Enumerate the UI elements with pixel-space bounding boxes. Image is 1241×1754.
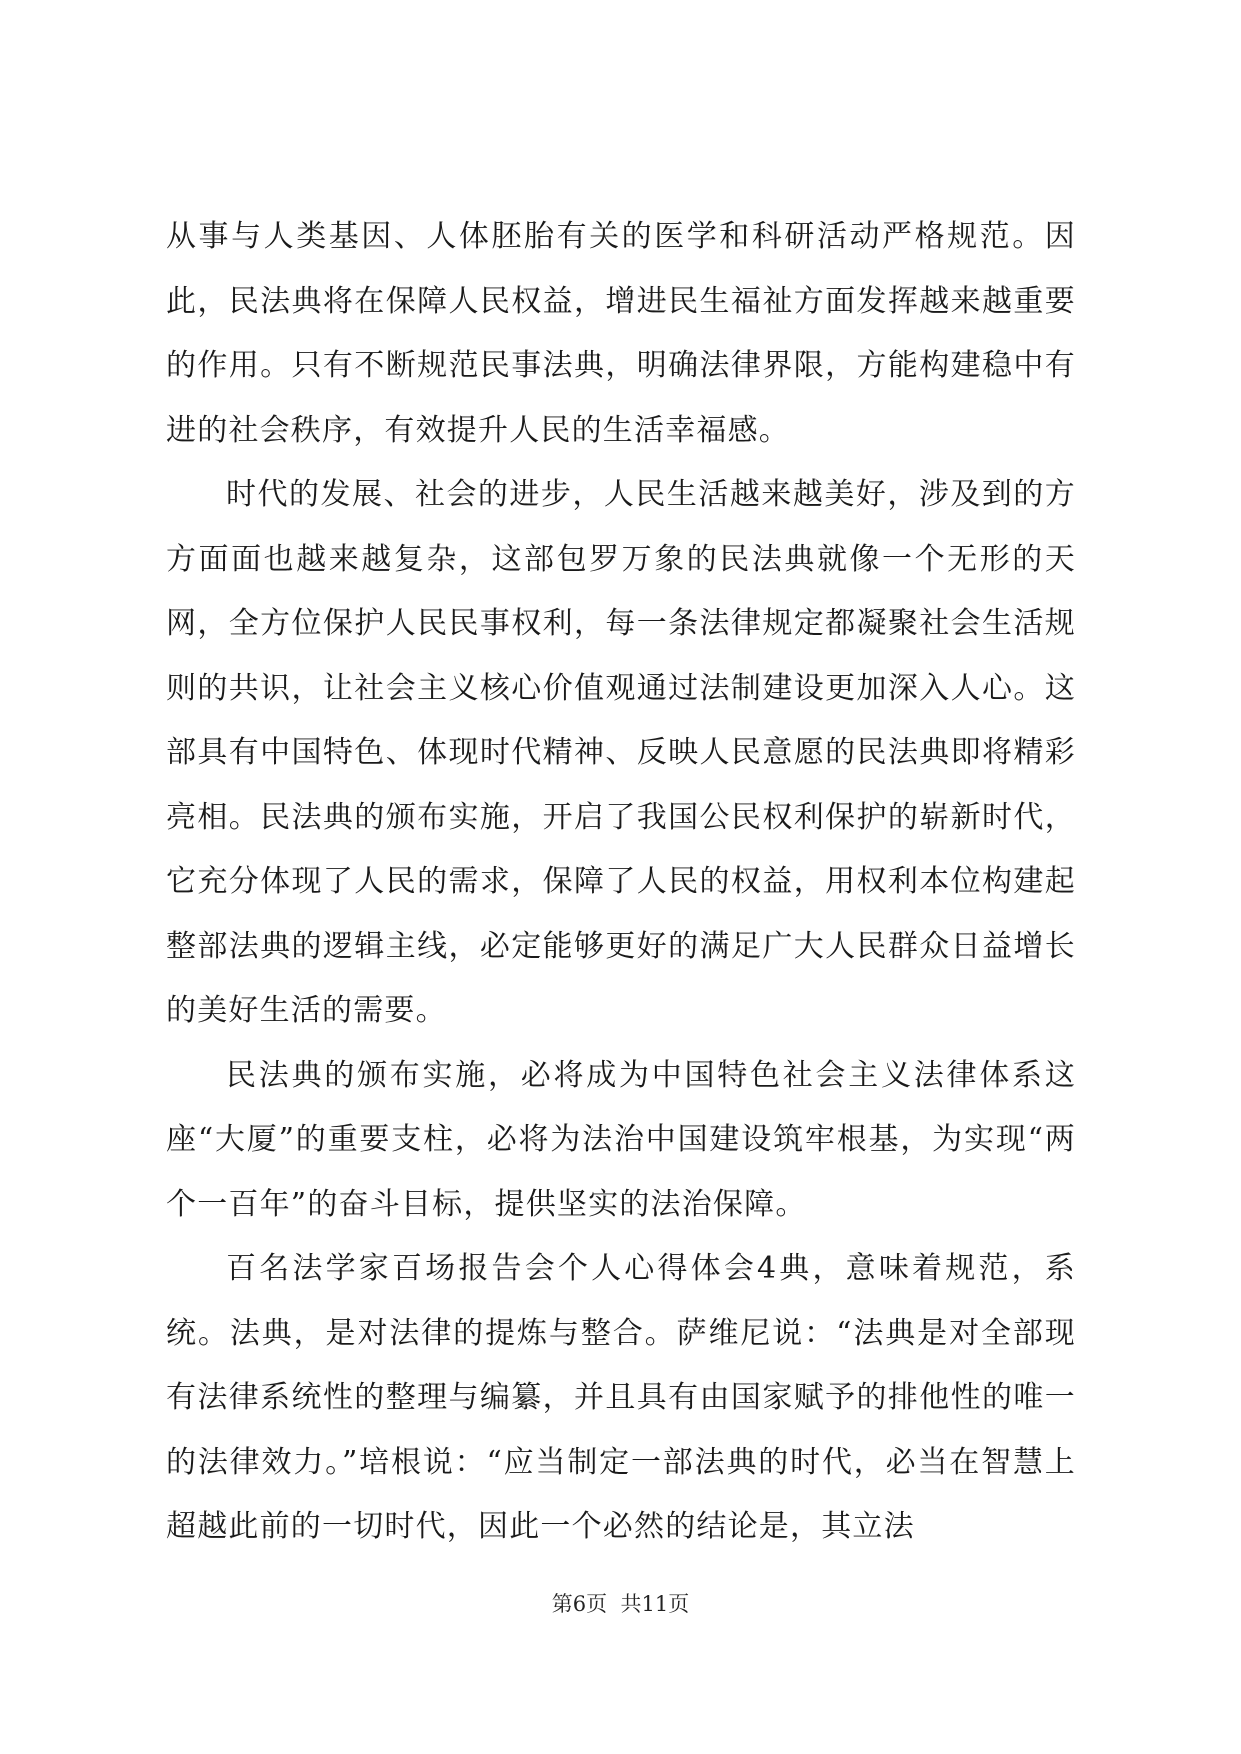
document-body bbox=[166, 205, 1076, 1560]
paragraph: 时代的发展、社会的进步，人民生活越来越美好，涉及到的方方面面也越来越复杂，这部包罗万象的民法典就像一个无形的天网，全方位保护人民民事权利，每一条法律规定都凝聚社会生活规则的共识，让社会主义核心价值观通过法制建设更加深入人心。这部具有中国特色、体现时代精神、反映人民意愿的民法典即将精彩亮相。民法典的颁布实施，开启了我国公民权利保护的崭新时代，它充分体现了人民的需求，保障了人民的权益，用权利本位构建起整部法典的逻辑主线，必定能够更好的满足广大人民群众日益增长的美好生活的需要。 bbox=[166, 477, 1076, 1028]
paragraph: 百名法学家百场报告会个人心得体会4典，意味着规范，系统。法典，是对法律的提炼与整合。萨维尼说：“法典是对全部现有法律系统性的整理与编纂，并且具有由国家赋予的排他性的唯一的法律效力。”培根说：“应当制定一部法典的时代，必当在智慧上超越此前的一切时代，因此一个必然的结论是，其立法 bbox=[166, 1251, 1076, 1544]
paragraph-continued: 从事与人类基因、人体胚胎有关的医学和科研活动严格规范。因此，民法典将在保障人民权益，增进民生福祉方面发挥越来越重要的作用。只有不断规范民事法典，明确法律界限，方能构建稳中有进的社会秩序，有效提升人民的生活幸福感。 bbox=[166, 219, 1076, 448]
page-number: 第6页 共11页 bbox=[551, 1592, 690, 1616]
paragraph: 民法典的颁布实施，必将成为中国特色社会主义法律体系这座“大厦”的重要支柱，必将为法治中国建设筑牢根基，为实现“两个一百年”的奋斗目标，提供坚实的法治保障。 bbox=[166, 1057, 1076, 1222]
page-footer bbox=[0, 1588, 1241, 1618]
